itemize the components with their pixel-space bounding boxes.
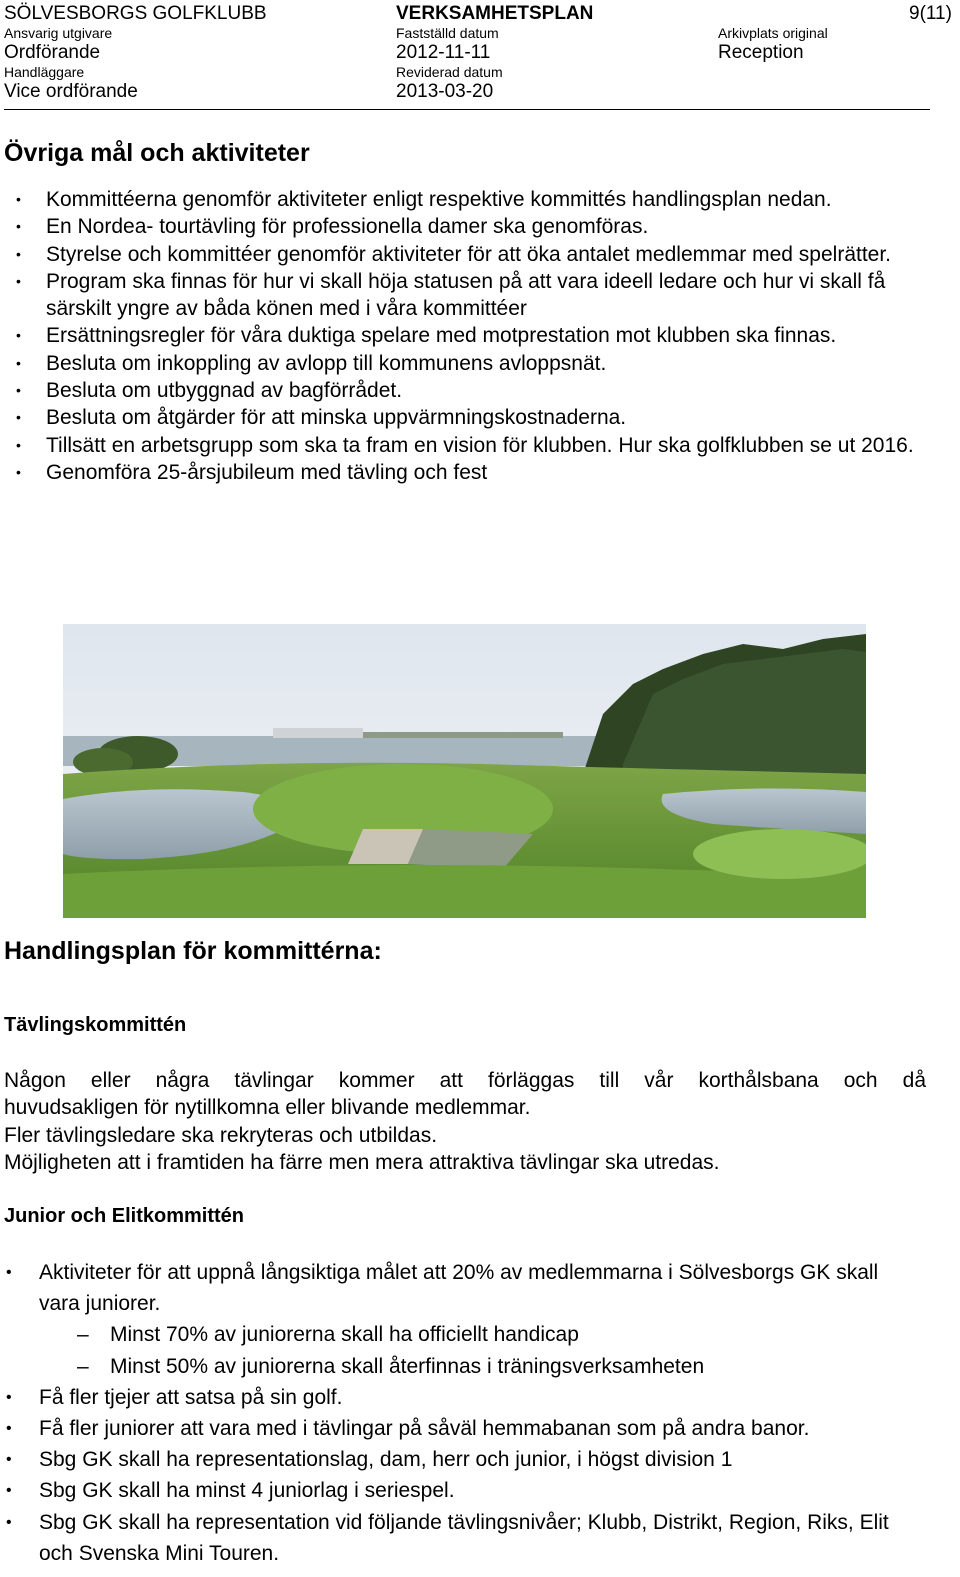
- list-item: • Sbg GK skall ha minst 4 juniorlag i seriespel.: [0, 1475, 920, 1506]
- tavling-line-3: Fler tävlingsledare ska rekryteras och utbildas.: [4, 1123, 438, 1147]
- established-label: Fastställd datum: [396, 25, 499, 41]
- bullet: •: [16, 218, 21, 235]
- bullet: •: [16, 327, 21, 344]
- list-item: • Sbg GK skall ha representation vid följande tävlingsnivåer; Klubb, Distrikt, Region, Riks, Elit och Svenska Mini Touren.: [0, 1507, 920, 1569]
- section-heading-handlingsplan: Handlingsplan för kommittérna:: [4, 937, 382, 965]
- dash-bullet: –: [77, 1323, 89, 1347]
- bullet: •: [6, 1264, 12, 1281]
- list-item: • Tillsätt en arbetsgrupp som ska ta fram en vision för klubben. Hur ska golfklubben se ut 2016.: [0, 432, 920, 459]
- handler-label: Handläggare: [4, 64, 85, 80]
- bullet: •: [6, 1388, 12, 1406]
- junior-list: [0, 1257, 920, 1569]
- list-item: • En Nordea- tourtävling för professionella damer ska genomföras.: [0, 213, 920, 240]
- responsible-value: Ordförande: [4, 42, 101, 63]
- dash-bullet: –: [77, 1354, 89, 1378]
- list-item: • Sbg GK skall ha representationslag, dam, herr och junior, i högst division 1: [0, 1444, 920, 1475]
- revised-value: 2013-03-20: [396, 81, 494, 102]
- page-number: 9(11): [909, 3, 952, 24]
- list-item: • Genomföra 25-årsjubileum med tävling och fest: [0, 459, 920, 486]
- bullet: •: [16, 409, 21, 426]
- tavling-paragraph: [4, 1067, 926, 1176]
- list-item: • Program ska finnas för hur vi skall höja statusen på att vara ideell ledare och hur vi skall få särskilt yngre av båda könen med i våra kommittéer: [16, 269, 886, 321]
- list-item: • Besluta om inkoppling av avlopp till kommunens avloppsnät.: [0, 350, 920, 377]
- list-item: • Få fler tjejer att satsa på sin golf.: [0, 1382, 920, 1413]
- bullet: •: [6, 1513, 12, 1531]
- archive-value: Reception: [718, 42, 804, 63]
- bullet: •: [6, 1482, 12, 1500]
- archive-label: Arkivplats original: [718, 25, 828, 41]
- list-subitem: – Minst 70% av juniorerna skall ha officiellt handicap: [0, 1319, 920, 1350]
- list-item: • Besluta om åtgärder för att minska uppvärmningskostnaderna.: [0, 404, 920, 431]
- list-item: • Besluta om utbyggnad av bagförrådet.: [0, 377, 920, 404]
- bullet: •: [16, 245, 21, 262]
- header-divider: [4, 109, 930, 110]
- revised-label: Reviderad datum: [396, 64, 503, 80]
- list-item: • Få fler juniorer att vara med i tävlingar på såväl hemmabanan som på andra banor.: [0, 1413, 920, 1444]
- bullet: •: [16, 436, 21, 453]
- bullet: •: [16, 382, 21, 399]
- bullet: •: [16, 463, 21, 480]
- goals-list: [0, 186, 920, 486]
- org-name: SÖLVESBORGS GOLFKLUBB: [4, 3, 267, 24]
- bullet: •: [16, 191, 21, 207]
- list-item: • Kommittéerna genomför aktiviteter enligt respektive kommittés handlingsplan nedan.: [0, 186, 920, 213]
- list-item: • Aktiviteter för att uppnå långsiktiga målet att 20% av medlemmarna i Sölvesborgs GK skall vara juniorer.: [0, 1257, 920, 1319]
- subheading-junior-elit: Junior och Elitkommittén: [4, 1205, 245, 1227]
- responsible-label: Ansvarig utgivare: [4, 25, 113, 41]
- established-value: 2012-11-11: [396, 42, 491, 63]
- bullet: •: [6, 1451, 12, 1469]
- tavling-line-1: Någon eller några tävlingar kommer att förläggas till vår korthålsbana och då: [4, 1069, 926, 1092]
- subheading-tavlingskommitten: Tävlingskommittén: [4, 1014, 187, 1036]
- golf-course-illustration: [63, 624, 866, 918]
- doc-title: VERKSAMHETSPLAN: [396, 3, 594, 24]
- bullet: •: [16, 354, 21, 371]
- tavling-line-2: huvudsakligen för nytillkomna eller blivande medlemmar.: [4, 1096, 531, 1120]
- tavling-line-4: Möjligheten att i framtiden ha färre men mera attraktiva tävlingar ska utredas.: [4, 1150, 720, 1174]
- handler-value: Vice ordförande: [4, 81, 138, 102]
- section-heading-ovriga: Övriga mål och aktiviteter: [4, 139, 310, 167]
- bullet: •: [16, 272, 21, 289]
- list-item: • Styrelse och kommittéer genomför aktiviteter för att öka antalet medlemmar med spelrätter.: [0, 241, 920, 268]
- bullet: •: [6, 1420, 12, 1438]
- list-item: • Ersättningsregler för våra duktiga spelare med motprestation mot klubben ska finnas.: [0, 322, 920, 349]
- golf-course-photo: [63, 624, 866, 918]
- list-subitem: – Minst 50% av juniorerna skall återfinnas i träningsverksamheten: [0, 1351, 920, 1382]
